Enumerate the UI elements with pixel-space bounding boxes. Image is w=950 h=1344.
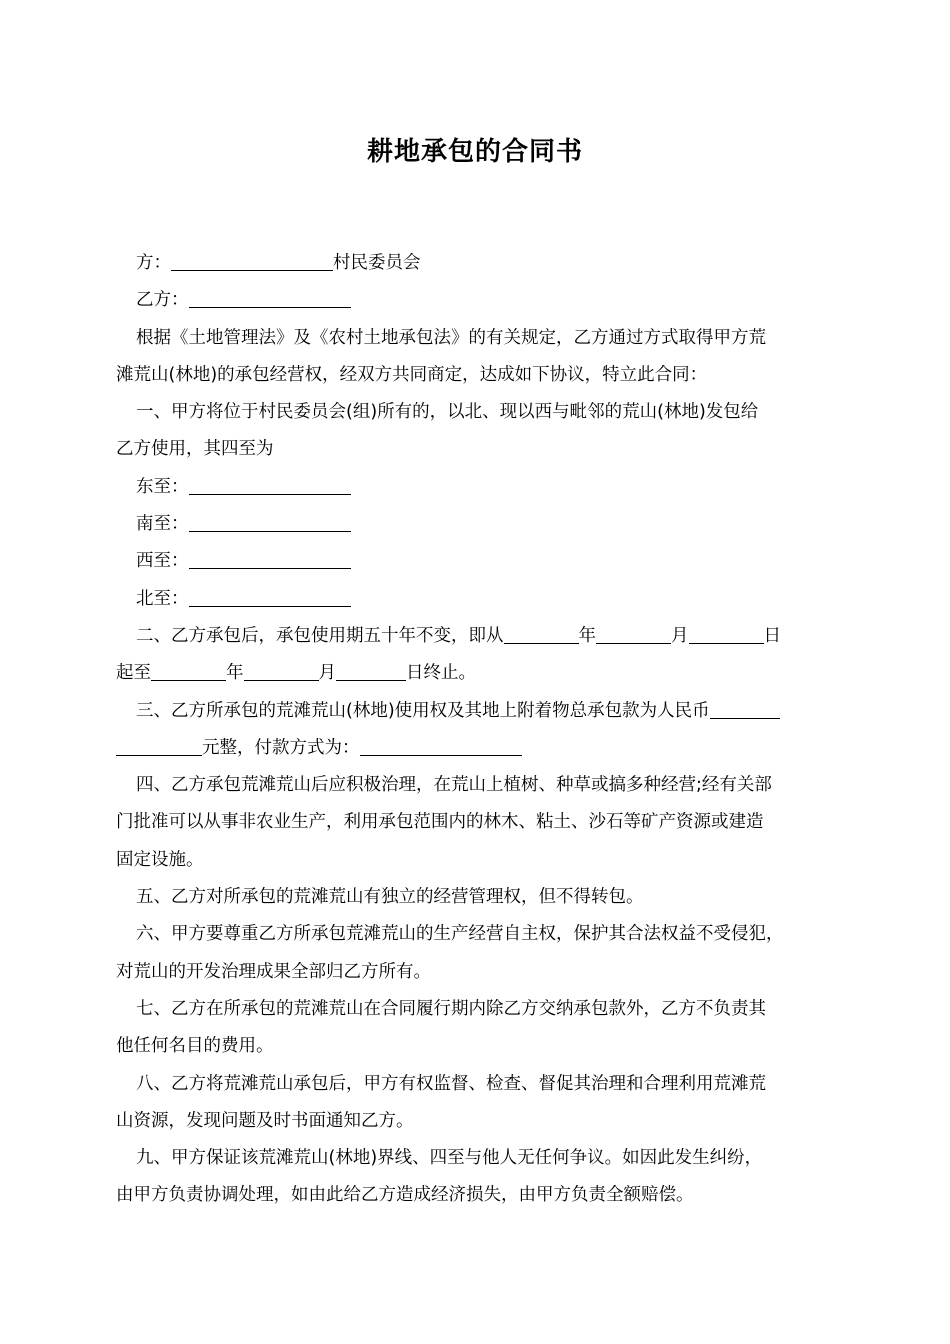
clause6-line-2: 对荒山的开发治理成果全部归乙方所有。 bbox=[116, 961, 431, 982]
end-day-blank bbox=[336, 662, 406, 681]
clause4-line-1: 四、乙方承包荒滩荒山后应积极治理，在荒山上植树、种草或搞多种经营;经有关部 bbox=[136, 775, 772, 796]
east-blank bbox=[189, 475, 351, 494]
clause5-line: 五、乙方对所承包的荒滩荒山有独立的经营管理权，但不得转包。 bbox=[136, 887, 644, 908]
year-label: 年 bbox=[578, 625, 596, 646]
north-label: 北至： bbox=[136, 588, 189, 609]
end-label: 日终止。 bbox=[406, 663, 476, 684]
south-label: 南至： bbox=[136, 514, 189, 535]
clause3-text: 三、乙方所承包的荒滩荒山(林地)使用权及其地上附着物总承包款为人民币 bbox=[136, 700, 710, 721]
party-b-blank bbox=[189, 289, 351, 308]
clause3-line-2 bbox=[116, 730, 836, 767]
document-body bbox=[116, 245, 836, 1215]
clause8-line-1: 八、乙方将荒滩荒山承包后，甲方有权监督、检查、督促其治理和合理利用荒滩荒 bbox=[136, 1073, 766, 1094]
party-a-suffix: 村民委员会 bbox=[333, 253, 421, 273]
payment-blank bbox=[360, 736, 522, 755]
clause7-line-2: 他任何名目的费用。 bbox=[116, 1036, 274, 1057]
party-a-label: 方： bbox=[136, 253, 171, 273]
amount-blank-1 bbox=[710, 699, 780, 718]
start-year-blank bbox=[504, 625, 579, 644]
party-b-line bbox=[116, 282, 836, 319]
clause1-line-2: 乙方使用，其四至为 bbox=[116, 439, 274, 460]
end-year-label: 年 bbox=[226, 663, 244, 684]
north-line bbox=[116, 581, 836, 618]
clause3-line-1 bbox=[116, 693, 836, 730]
clause3-payment-label: 元整，付款方式为： bbox=[202, 737, 360, 758]
month-label: 月 bbox=[671, 625, 689, 646]
end-month-label: 月 bbox=[318, 663, 336, 684]
clause2-start-label: 起至 bbox=[116, 663, 151, 684]
amount-blank-2 bbox=[116, 736, 202, 755]
day-label: 日 bbox=[763, 625, 781, 646]
clause2-text: 二、乙方承包后，承包使用期五十年不变，即从 bbox=[136, 625, 504, 646]
intro-line-2: 滩荒山(林地)的承包经营权，经双方共同商定，达成如下协议，特立此合同： bbox=[116, 364, 708, 385]
north-blank bbox=[189, 587, 351, 606]
clause6-line-1: 六、甲方要尊重乙方所承包荒滩荒山的生产经营自主权，保护其合法权益不受侵犯， bbox=[136, 924, 784, 945]
party-a-blank bbox=[171, 252, 333, 271]
clause9-line-2: 由甲方负责协调处理，如由此给乙方造成经济损失，由甲方负责全额赔偿。 bbox=[116, 1185, 694, 1206]
west-label: 西至： bbox=[136, 551, 189, 572]
clause1-line-1: 一、甲方将位于村民委员会(组)所有的，以北、现以西与毗邻的荒山(林地)发包给 bbox=[136, 402, 759, 423]
document-title: 耕地承包的合同书 bbox=[366, 137, 583, 167]
clause7-line-1: 七、乙方在所承包的荒滩荒山在合同履行期内除乙方交纳承包款外，乙方不负责其 bbox=[136, 998, 766, 1019]
clause2-line-1 bbox=[116, 618, 836, 655]
clause4-line-3: 固定设施。 bbox=[116, 849, 204, 870]
clause4-line-2: 门批准可以从事非农业生产，利用承包范围内的林木、粘土、沙石等矿产资源或建造 bbox=[116, 812, 764, 833]
east-line bbox=[116, 469, 836, 506]
south-blank bbox=[189, 513, 351, 532]
intro-line-1: 根据《土地管理法》及《农村土地承包法》的有关规定，乙方通过方式取得甲方荒 bbox=[136, 327, 766, 348]
party-b-label: 乙方： bbox=[136, 290, 189, 311]
west-line bbox=[116, 543, 836, 580]
start-day-blank bbox=[689, 625, 764, 644]
end-month-blank bbox=[244, 662, 319, 681]
clause2-line-2 bbox=[116, 655, 836, 692]
clause8-line-2: 山资源，发现问题及时书面通知乙方。 bbox=[116, 1110, 414, 1131]
west-blank bbox=[189, 550, 351, 569]
clause9-line-1: 九、甲方保证该荒滩荒山(林地)界线、四至与他人无任何争议。如因此发生纠纷， bbox=[136, 1148, 763, 1169]
start-month-blank bbox=[596, 625, 671, 644]
end-year-blank bbox=[151, 662, 226, 681]
south-line bbox=[116, 506, 836, 543]
east-label: 东至： bbox=[136, 476, 189, 497]
party-a-line bbox=[116, 245, 836, 282]
